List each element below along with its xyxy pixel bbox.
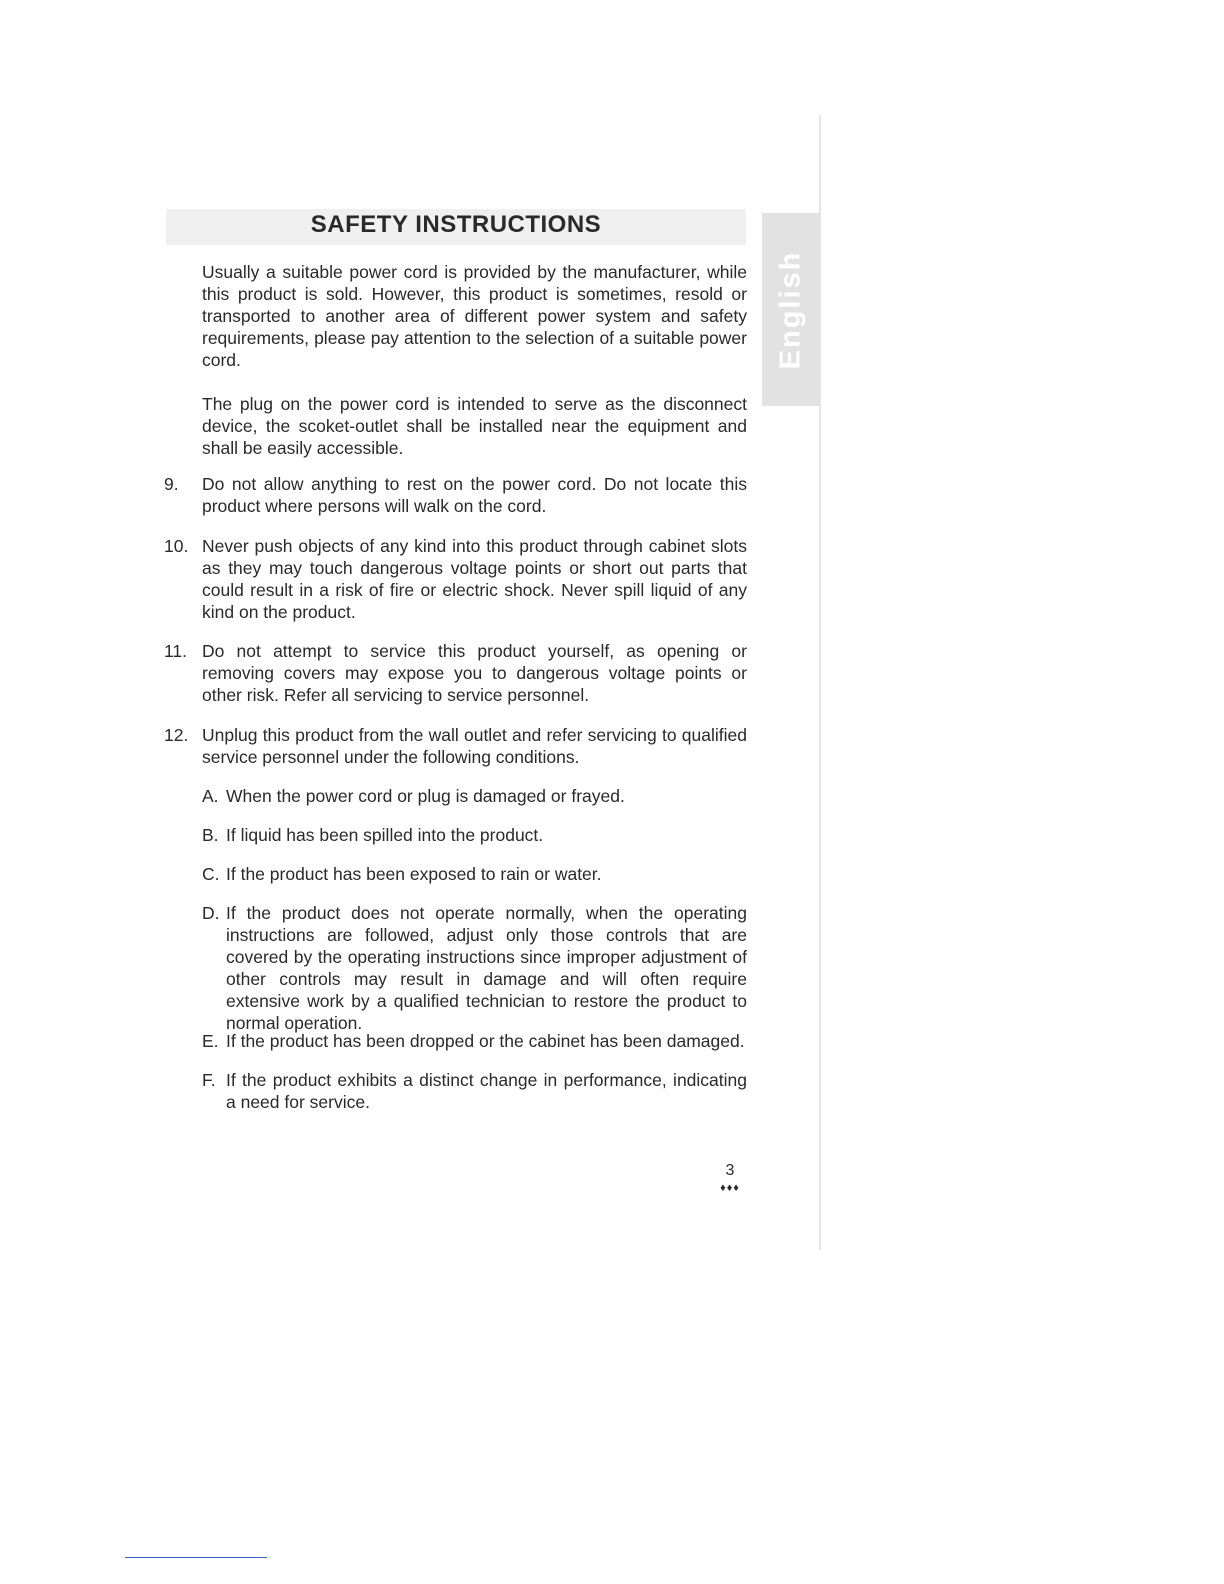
subitem-letter: C. xyxy=(202,864,220,884)
item-text: Never push objects of any kind into this product through cabinet slots as they may touch dangerous voltage points or short out parts that could result in a risk of fire or electric shock. Never spill liquid of any kind on the product. xyxy=(202,536,747,622)
item-number: 12. xyxy=(164,725,189,745)
footnote-rule xyxy=(125,1557,267,1558)
item-text: Do not attempt to service this product yourself, as opening or removing covers may expose you to dangerous voltage points or other risk. Refer all servicing to service personnel. xyxy=(202,641,747,705)
subitem-text: If the product does not operate normally, when the operating instructions are followed, adjust only those controls that are covered by the operating instructions since improper adjustment of other controls may result in damage and will often require extensive work by a qualified technician to restore the product to normal operation. xyxy=(226,903,747,1033)
item-text: Do not allow anything to rest on the power cord. Do not locate this product where persons will walk on the cord. xyxy=(202,474,747,516)
subitem-letter: A. xyxy=(202,786,219,806)
language-tab-label: English xyxy=(774,250,807,369)
page-ornament: ♦♦♦ xyxy=(720,1182,740,1194)
subitem-letter: E. xyxy=(202,1031,219,1051)
intro-paragraph-1: Usually a suitable power cord is provided by the manufacturer, while this product is sold. However, this product is sometimes, resold or transported to another area of different power system and safety requirements, please pay attention to the selection of a suitable power cord. xyxy=(202,262,747,370)
subitem-letter: D. xyxy=(202,903,220,923)
item-number: 11. xyxy=(164,641,188,661)
subitem-text: If the product has been dropped or the cabinet has been damaged. xyxy=(226,1031,745,1051)
subitem-text: When the power cord or plug is damaged or frayed. xyxy=(226,786,625,806)
page-title: SAFETY INSTRUCTIONS xyxy=(310,211,602,238)
subitem-text: If liquid has been spilled into the product. xyxy=(226,825,544,845)
language-tab xyxy=(762,213,820,406)
subitem-letter: F. xyxy=(202,1070,216,1090)
page-number: 3 xyxy=(725,1162,735,1179)
intro-paragraph-2: The plug on the power cord is intended to serve as the disconnect device, the scoket-outlet shall be installed near the equipment and shall be easily accessible. xyxy=(202,394,747,458)
item-text: Unplug this product from the wall outlet and refer servicing to qualified service personnel under the following conditions. xyxy=(202,725,747,767)
subitem-text: If the product exhibits a distinct change in performance, indicating a need for service. xyxy=(226,1070,747,1112)
subitem-letter: B. xyxy=(202,825,219,845)
item-number: 9. xyxy=(164,474,179,494)
subitem-text: If the product has been exposed to rain or water. xyxy=(226,864,602,884)
item-number: 10. xyxy=(164,536,189,556)
